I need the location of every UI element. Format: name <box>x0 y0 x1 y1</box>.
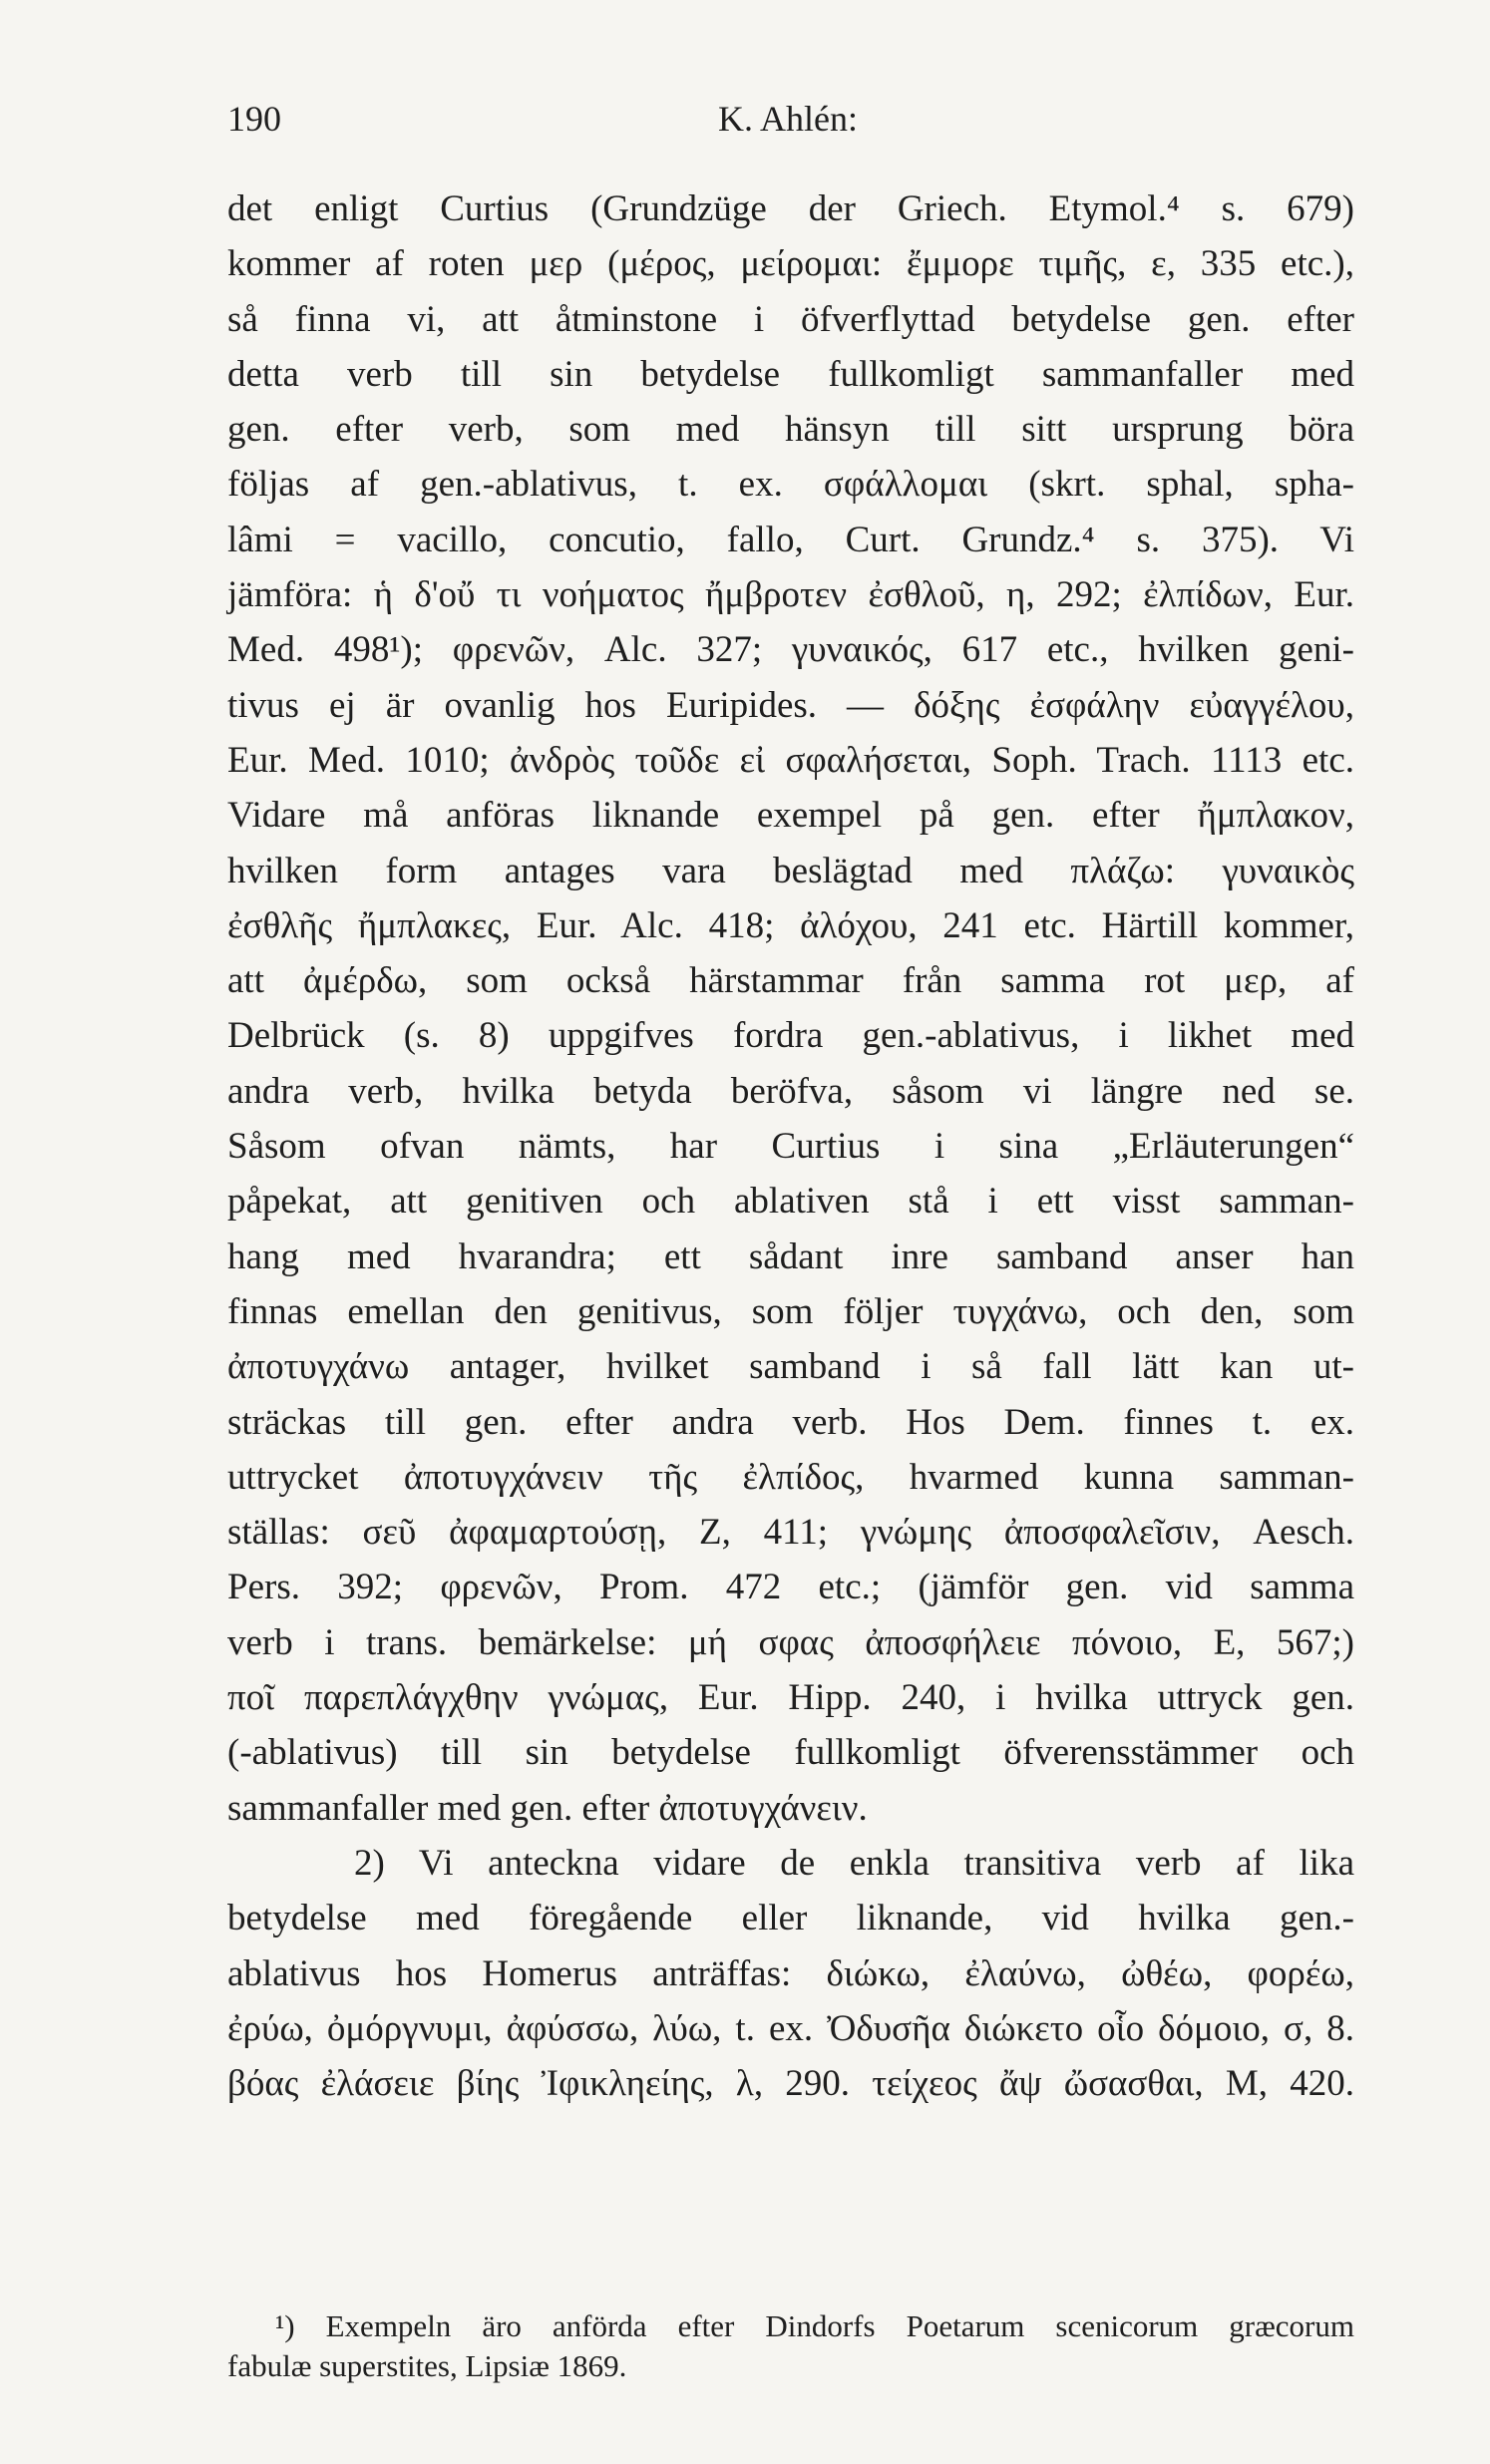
text-line: βόας ἐλάσειε βίης Ἰφικληείης, λ, 290. τείχεος ἄψ ὤσασθαι, Μ, 420. <box>227 2063 1354 2105</box>
text-line: verb i trans. bemärkelse: μή σφας ἀποσφήλειε πόνοιο, Ε, 567;) <box>227 1621 1354 1663</box>
text-line: (-ablativus) till sin betydelse fullkomligt öfverensstämmer och <box>227 1732 1354 1774</box>
text-line: ablativus hos Homerus anträffas: διώκω, ἐλαύνω, ὠθέω, φορέω, <box>227 1952 1354 1994</box>
text-line: att ἀμέρδω, som också härstammar från samma rot μερ, af <box>227 960 1354 1002</box>
text-line: uttrycket ἀποτυγχάνειν τῆς ἐλπίδος, hvarmed kunna samman- <box>227 1456 1354 1498</box>
text-line: kommer af roten μερ (μέρος, μείρομαι: ἔμμορε τιμῆς, ε, 335 etc.), <box>227 243 1354 285</box>
text-line: det enligt Curtius (Grundzüge der Griech. Etymol.⁴ s. 679) <box>227 188 1354 229</box>
body-text <box>227 181 1354 2111</box>
running-head: K. Ahlén: <box>718 99 858 139</box>
text-line: ἐσθλῆς ἤμπλακες, Eur. Alc. 418; ἀλόχου, 241 etc. Härtill kommer, <box>227 904 1354 946</box>
text-line: sträckas till gen. efter andra verb. Hos Dem. finnes t. ex. <box>227 1401 1354 1443</box>
page-number: 190 <box>227 99 281 139</box>
text-line: Såsom ofvan nämts, har Curtius i sina „Erläuterungen“ <box>227 1126 1354 1168</box>
text-line: Pers. 392; φρενῶν, Prom. 472 etc.; (jämför gen. vid samma <box>227 1567 1354 1608</box>
text-line: betydelse med föregående eller liknande, vid hvilka gen.- <box>227 1898 1354 1939</box>
text-line: följas af gen.-ablativus, t. ex. σφάλλομαι (skrt. sphal, spha- <box>227 464 1354 506</box>
footnotes <box>227 2306 1354 2386</box>
text-line: hvilken form antages vara beslägtad med πλάζω: γυναικὸς <box>227 850 1354 891</box>
text-line: Med. 498¹); φρενῶν, Alc. 327; γυναικός, 617 etc., hvilken geni- <box>227 629 1354 671</box>
text-line: så finna vi, att åtminstone i öfverflyttad betydelse gen. efter <box>227 298 1354 340</box>
text-line: tivus ej är ovanlig hos Euripides. — δόξης ἐσφάλην εὐαγγέλου, <box>227 684 1354 726</box>
text-line: påpekat, att genitiven och ablativen stå i ett visst samman- <box>227 1181 1354 1223</box>
text-line: Vidare må anföras liknande exempel på gen. efter ἤμπλακον, <box>227 795 1354 837</box>
text-line: detta verb till sin betydelse fullkomligt sammanfaller med <box>227 353 1354 395</box>
text-line: ποῖ παρεπλάγχθην γνώμας, Eur. Hipp. 240, i hvilka uttryck gen. <box>227 1677 1354 1719</box>
text-line: andra verb, hvilka betyda beröfva, såsom vi längre ned se. <box>227 1070 1354 1112</box>
text-line: gen. efter verb, som med hänsyn till sitt ursprung böra <box>227 409 1354 451</box>
text-line: 2) Vi anteckna vidare de enkla transitiva verb af lika <box>354 1842 1354 1884</box>
text-line: jämföra: ἡ δ'οὔ τι νοήματος ἤμβροτεν ἐσθλοῦ, η, 292; ἐλπίδων, Eur. <box>227 574 1354 616</box>
footnote-line: fabulæ superstites, Lipsiæ 1869. <box>227 2348 627 2383</box>
text-line: lâmi = vacillo, concutio, fallo, Curt. Grundz.⁴ s. 375). Vi <box>227 519 1354 560</box>
text-line: ἀποτυγχάνω antager, hvilket samband i så fall lätt kan ut- <box>227 1346 1354 1388</box>
text-line: hang med hvarandra; ett sådant inre samband anser han <box>227 1235 1354 1277</box>
text-line: ställas: σεῦ ἀφαμαρτούσῃ, Ζ, 411; γνώμης ἀποσφαλεῖσιν, Aesch. <box>227 1512 1354 1554</box>
page-header <box>227 98 1354 148</box>
text-line: finnas emellan den genitivus, som följer τυγχάνω, och den, som <box>227 1290 1354 1332</box>
footnote-line: ¹) Exempeln äro anförda efter Dindorfs Poetarum scenicorum græcorum <box>275 2308 1354 2343</box>
text-line: Eur. Med. 1010; ἀνδρὸς τοῦδε εἰ σφαλήσεται, Soph. Trach. 1113 etc. <box>227 739 1354 781</box>
text-line: ἐρύω, ὀμόργνυμι, ἀφύσσω, λύω, t. ex. Ὀδυσῆα διώκετο οἷο δόμοιο, σ, 8. <box>227 2007 1354 2049</box>
text-line: sammanfaller med gen. efter ἀποτυγχάνειν. <box>227 1787 868 1829</box>
text-line: Delbrück (s. 8) uppgifves fordra gen.-ablativus, i likhet med <box>227 1015 1354 1057</box>
